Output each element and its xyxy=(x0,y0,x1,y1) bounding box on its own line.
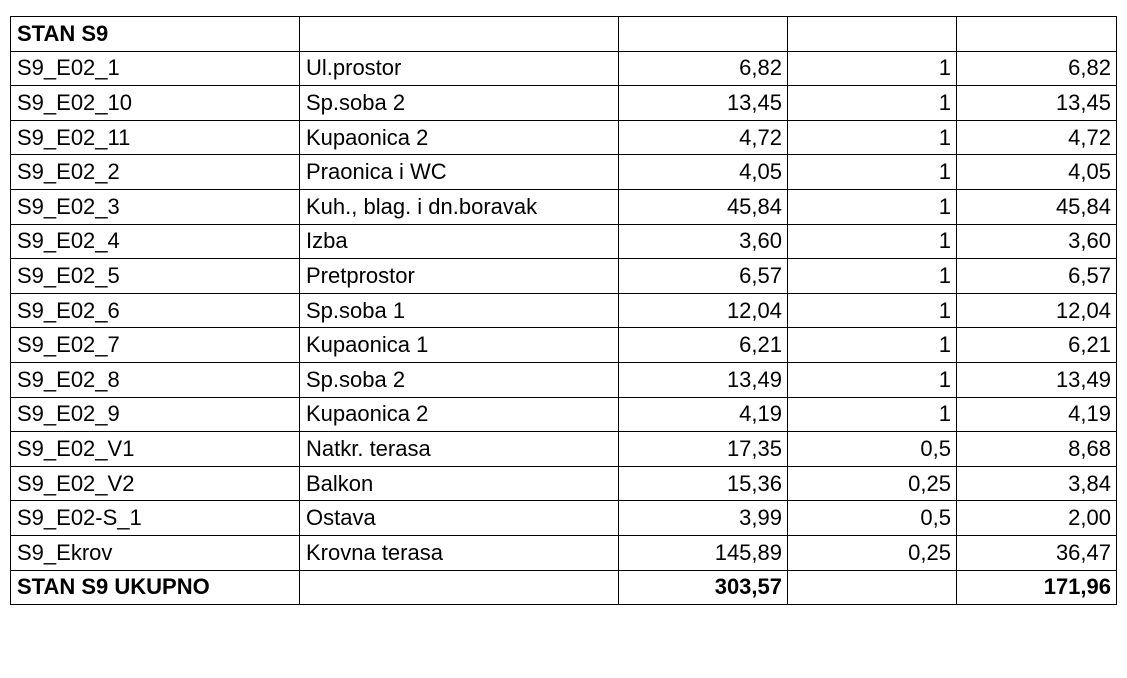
reduced-area-cell[interactable]: 3,84 xyxy=(957,466,1117,501)
coefficient-cell[interactable]: 0,25 xyxy=(788,535,957,570)
table-row xyxy=(11,224,1117,259)
table-row xyxy=(11,466,1117,501)
room-code-cell[interactable]: S9_E02_4 xyxy=(11,224,300,259)
reduced-area-cell[interactable]: 8,68 xyxy=(957,432,1117,467)
room-name-cell[interactable]: Kupaonica 2 xyxy=(300,120,619,155)
table-row xyxy=(11,120,1117,155)
area-cell[interactable]: 17,35 xyxy=(619,432,788,467)
coefficient-cell[interactable]: 0,5 xyxy=(788,432,957,467)
header-cell-2[interactable] xyxy=(300,17,619,52)
room-name-cell[interactable]: Kupaonica 1 xyxy=(300,328,619,363)
table-row xyxy=(11,362,1117,397)
area-cell[interactable]: 6,57 xyxy=(619,259,788,294)
area-cell[interactable]: 3,60 xyxy=(619,224,788,259)
area-cell[interactable]: 4,05 xyxy=(619,155,788,190)
room-code-cell[interactable]: S9_E02_7 xyxy=(11,328,300,363)
room-name-cell[interactable]: Balkon xyxy=(300,466,619,501)
coefficient-cell[interactable]: 1 xyxy=(788,155,957,190)
table-row xyxy=(11,259,1117,294)
reduced-area-cell[interactable]: 4,72 xyxy=(957,120,1117,155)
table-row xyxy=(11,51,1117,86)
room-name-cell[interactable]: Natkr. terasa xyxy=(300,432,619,467)
area-cell[interactable]: 4,19 xyxy=(619,397,788,432)
coefficient-cell[interactable]: 1 xyxy=(788,120,957,155)
reduced-area-cell[interactable]: 45,84 xyxy=(957,189,1117,224)
coefficient-cell[interactable]: 1 xyxy=(788,51,957,86)
room-code-cell[interactable]: S9_E02_V1 xyxy=(11,432,300,467)
coefficient-cell[interactable]: 0,5 xyxy=(788,501,957,536)
area-cell[interactable]: 3,99 xyxy=(619,501,788,536)
room-code-cell[interactable]: S9_E02_8 xyxy=(11,362,300,397)
table-row xyxy=(11,155,1117,190)
room-name-cell[interactable]: Krovna terasa xyxy=(300,535,619,570)
coefficient-cell[interactable]: 1 xyxy=(788,86,957,121)
table-body xyxy=(11,17,1117,605)
total-coefficient-cell[interactable] xyxy=(788,570,957,605)
room-name-cell[interactable]: Ul.prostor xyxy=(300,51,619,86)
area-cell[interactable]: 4,72 xyxy=(619,120,788,155)
room-code-cell[interactable]: S9_E02-S_1 xyxy=(11,501,300,536)
reduced-area-cell[interactable]: 12,04 xyxy=(957,293,1117,328)
area-cell[interactable]: 45,84 xyxy=(619,189,788,224)
coefficient-cell[interactable]: 1 xyxy=(788,397,957,432)
room-name-cell[interactable]: Kuh., blag. i dn.boravak xyxy=(300,189,619,224)
room-name-cell[interactable]: Praonica i WC xyxy=(300,155,619,190)
coefficient-cell[interactable]: 1 xyxy=(788,328,957,363)
header-cell-4[interactable] xyxy=(788,17,957,52)
room-name-cell[interactable]: Ostava xyxy=(300,501,619,536)
reduced-area-cell[interactable]: 6,21 xyxy=(957,328,1117,363)
coefficient-cell[interactable]: 1 xyxy=(788,224,957,259)
area-cell[interactable]: 145,89 xyxy=(619,535,788,570)
total-reduced-area-cell[interactable]: 171,96 xyxy=(957,570,1117,605)
reduced-area-cell[interactable]: 13,45 xyxy=(957,86,1117,121)
room-code-cell[interactable]: S9_E02_3 xyxy=(11,189,300,224)
room-name-cell[interactable]: Izba xyxy=(300,224,619,259)
room-name-cell[interactable]: Sp.soba 1 xyxy=(300,293,619,328)
table-row xyxy=(11,293,1117,328)
room-code-cell[interactable]: S9_E02_6 xyxy=(11,293,300,328)
header-title-cell[interactable]: STAN S9 xyxy=(11,17,300,52)
area-cell[interactable]: 13,49 xyxy=(619,362,788,397)
reduced-area-cell[interactable]: 4,19 xyxy=(957,397,1117,432)
total-name-cell[interactable] xyxy=(300,570,619,605)
area-cell[interactable]: 6,82 xyxy=(619,51,788,86)
table-row xyxy=(11,501,1117,536)
coefficient-cell[interactable]: 1 xyxy=(788,259,957,294)
total-label-cell[interactable]: STAN S9 UKUPNO xyxy=(11,570,300,605)
header-cell-3[interactable] xyxy=(619,17,788,52)
table-row xyxy=(11,432,1117,467)
room-name-cell[interactable]: Sp.soba 2 xyxy=(300,86,619,121)
room-code-cell[interactable]: S9_E02_1 xyxy=(11,51,300,86)
table-row xyxy=(11,328,1117,363)
coefficient-cell[interactable]: 1 xyxy=(788,189,957,224)
room-name-cell[interactable]: Kupaonica 2 xyxy=(300,397,619,432)
reduced-area-cell[interactable]: 2,00 xyxy=(957,501,1117,536)
area-cell[interactable]: 12,04 xyxy=(619,293,788,328)
coefficient-cell[interactable]: 0,25 xyxy=(788,466,957,501)
area-table xyxy=(10,16,1117,605)
reduced-area-cell[interactable]: 13,49 xyxy=(957,362,1117,397)
room-code-cell[interactable]: S9_E02_V2 xyxy=(11,466,300,501)
room-code-cell[interactable]: S9_Ekrov xyxy=(11,535,300,570)
reduced-area-cell[interactable]: 6,82 xyxy=(957,51,1117,86)
total-area-cell[interactable]: 303,57 xyxy=(619,570,788,605)
reduced-area-cell[interactable]: 36,47 xyxy=(957,535,1117,570)
table-row xyxy=(11,397,1117,432)
total-row xyxy=(11,570,1117,605)
header-cell-5[interactable] xyxy=(957,17,1117,52)
room-code-cell[interactable]: S9_E02_2 xyxy=(11,155,300,190)
room-name-cell[interactable]: Sp.soba 2 xyxy=(300,362,619,397)
reduced-area-cell[interactable]: 3,60 xyxy=(957,224,1117,259)
coefficient-cell[interactable]: 1 xyxy=(788,293,957,328)
room-code-cell[interactable]: S9_E02_10 xyxy=(11,86,300,121)
header-row xyxy=(11,17,1117,52)
room-code-cell[interactable]: S9_E02_9 xyxy=(11,397,300,432)
area-cell[interactable]: 13,45 xyxy=(619,86,788,121)
table-row xyxy=(11,86,1117,121)
table-row xyxy=(11,189,1117,224)
table-row xyxy=(11,535,1117,570)
reduced-area-cell[interactable]: 4,05 xyxy=(957,155,1117,190)
area-cell[interactable]: 6,21 xyxy=(619,328,788,363)
reduced-area-cell[interactable]: 6,57 xyxy=(957,259,1117,294)
room-code-cell[interactable]: S9_E02_11 xyxy=(11,120,300,155)
area-cell[interactable]: 15,36 xyxy=(619,466,788,501)
coefficient-cell[interactable]: 1 xyxy=(788,362,957,397)
room-name-cell[interactable]: Pretprostor xyxy=(300,259,619,294)
room-code-cell[interactable]: S9_E02_5 xyxy=(11,259,300,294)
